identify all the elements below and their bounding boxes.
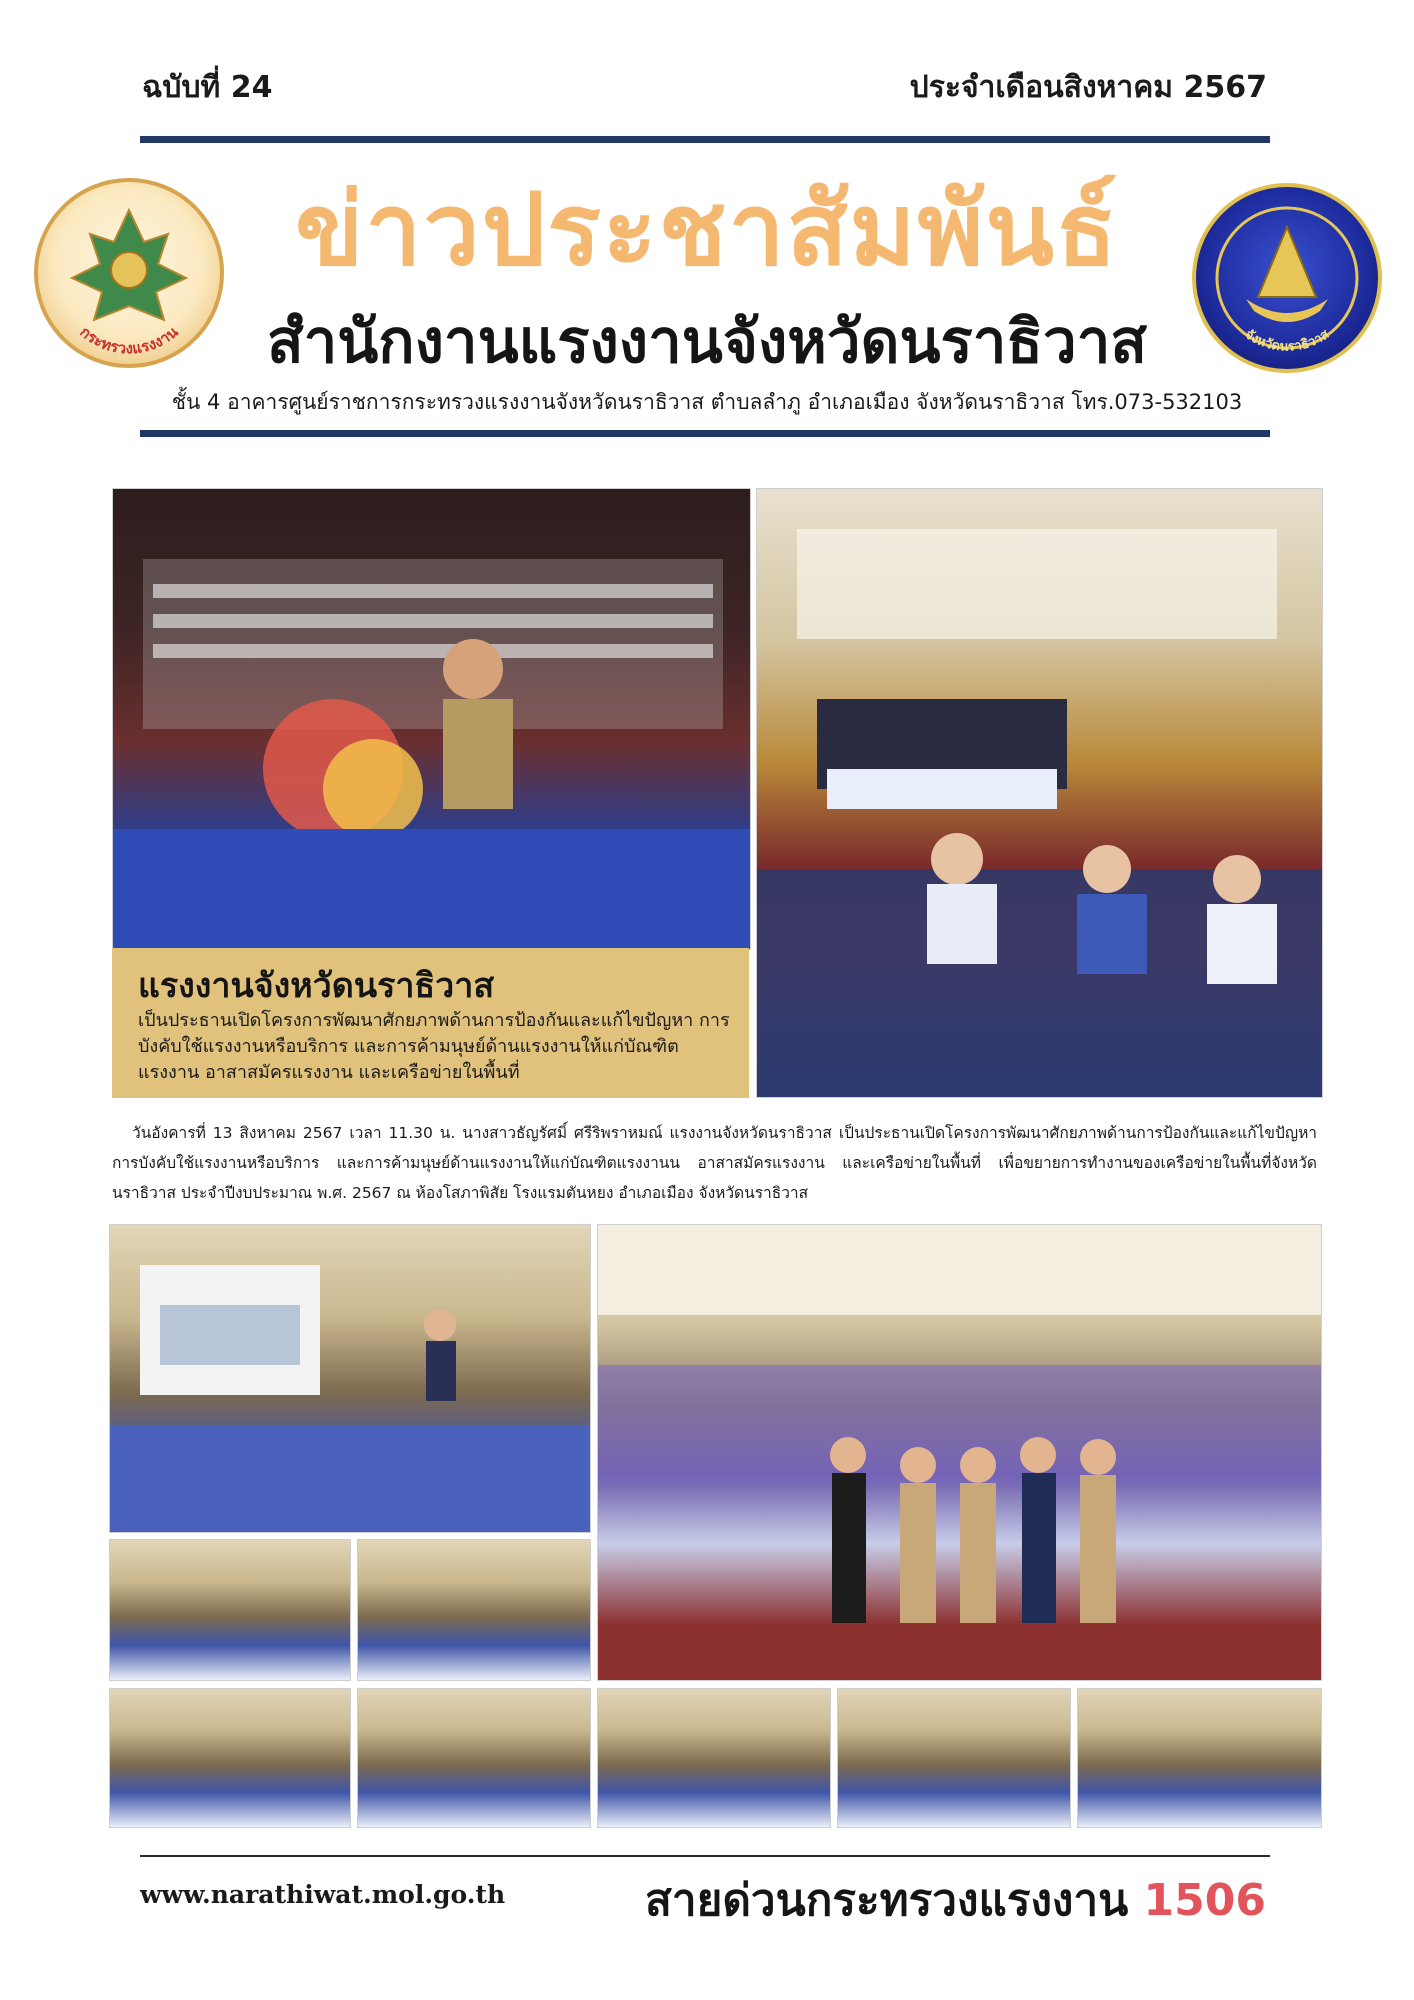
hotline-number: 1506 xyxy=(1143,1875,1266,1926)
photo-participants-2 xyxy=(357,1539,591,1681)
photo-participants-4 xyxy=(357,1688,591,1828)
caption-title: แรงงานจังหวัดนราธิวาส xyxy=(138,966,495,1006)
hotline-label: สายด่วนกระทรวงแรงงาน xyxy=(645,1875,1129,1926)
photo-chairwoman-speech xyxy=(112,488,751,950)
photo-presentation xyxy=(109,1224,591,1533)
caption-text: เป็นประธานเปิดโครงการพัฒนาศักยภาพด้านการป้องกันและแก้ไขปัญหา การบังคับใช้แรงงานหรือบริการ และการค้ามนุษย์ด้านแรงงานให้แก่บัณฑิตแรงงาน อาสาสมัครแรงงาน และเครือข่ายในพื้นที่ xyxy=(138,1010,730,1083)
photo-participants-6 xyxy=(837,1688,1071,1828)
header-top-rule xyxy=(140,136,1270,143)
header-bottom-rule xyxy=(140,430,1270,437)
photo-group xyxy=(597,1224,1322,1681)
office-name: สำนักงานแรงงานจังหวัดนราธิวาส xyxy=(266,307,1148,377)
seal-right-label: จังหวัดนราธิวาส xyxy=(1241,327,1333,355)
footer-rule xyxy=(140,1855,1270,1857)
office-address: ชั้น 4 อาคารศูนย์ราชการกระทรวงแรงงานจังหวัดนราธิวาส ตำบลลำภู อำเภอเมือง จังหวัดนราธิวาส โทร.073-532103 xyxy=(171,390,1243,414)
issue-month: ประจำเดือนสิงหาคม 2567 xyxy=(909,70,1267,105)
hotline xyxy=(645,1865,1266,1935)
photo-participants-7 xyxy=(1077,1688,1322,1828)
issue-number: ฉบับที่ 24 xyxy=(142,70,273,105)
photo-meeting-hall xyxy=(756,488,1323,1098)
seal-left-label: กระทรวงแรงงาน xyxy=(76,322,182,358)
photo-participants-5 xyxy=(597,1688,831,1828)
page-title: ข่าวประชาสัมพันธ์ xyxy=(295,171,1119,288)
photo-participants-1 xyxy=(109,1539,351,1681)
news-body-paragraph: วันอังคารที่ 13 สิงหาคม 2567 เวลา 11.30 น. นางสาวธัญรัศมิ์ ศรีริพราหมณ์ แรงงานจังหวัดนราธิวาส เป็นประธานเปิดโครงการพัฒนาศักยภาพด้านการป้องกันและแก้ไขปัญหาการบังคับใช้แรงงานหรือบริการ และการค้ามนุษย์ด้านแรงงานให้แก่บัณฑิตแรงงานน อาสาสมัครแรงงาน และเครือข่ายในพื้นที่ เพื่อขยายการทำงานของเครือข่ายในพื้นที่จังหวัดนราธิวาส ประจำปีงบประมาณ พ.ศ. 2567 ณ ห้องโสภาพิสัย โรงแรมตันหยง อำเภอเมือง จังหวัดนราธิวาส xyxy=(112,1124,1317,1202)
website-link[interactable]: www.narathiwat.mol.go.th xyxy=(140,1880,506,1909)
photo-participants-3 xyxy=(109,1688,351,1828)
